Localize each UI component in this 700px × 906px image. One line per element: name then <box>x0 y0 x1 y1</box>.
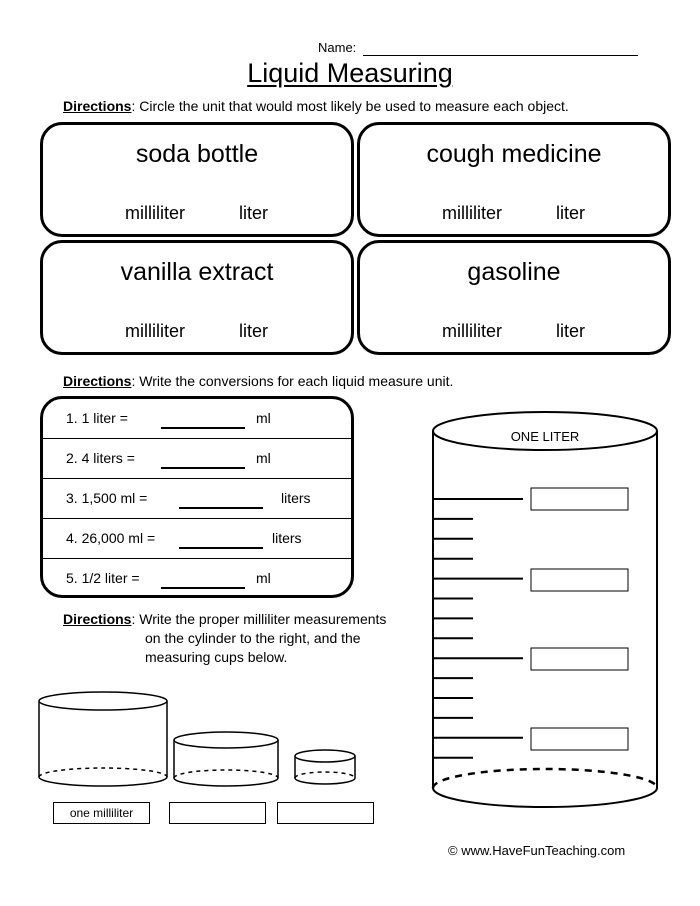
answer-blank[interactable] <box>161 427 245 429</box>
directions-1-label: Directions <box>63 98 132 114</box>
directions-2-label: Directions <box>63 373 132 389</box>
object-card-gasoline <box>357 240 671 355</box>
unit-option-liter[interactable]: liter <box>239 203 269 223</box>
cylinder-answer-box-4[interactable] <box>531 728 628 750</box>
conversion-row <box>43 519 351 559</box>
cylinder-answer-box-3[interactable] <box>531 648 628 670</box>
unit-option-liter[interactable]: liter <box>556 321 586 341</box>
conversion-unit: ml <box>256 410 271 426</box>
unit-option-milliliter[interactable]: milliliter <box>125 321 185 341</box>
directions-3 <box>63 611 386 627</box>
directions-3-text-1: : Write the proper milliliter measurements <box>131 611 387 627</box>
directions-3-label: Directions <box>63 611 132 627</box>
conversion-row <box>43 439 351 479</box>
directions-1 <box>63 98 569 114</box>
conversion-unit: ml <box>256 450 271 466</box>
cylinder-ticks <box>433 499 523 758</box>
cup-answer-box-2[interactable] <box>169 802 266 824</box>
unit-option-milliliter[interactable]: milliliter <box>442 203 502 223</box>
conversion-row <box>43 559 351 599</box>
large-cup-rim <box>39 692 167 710</box>
directions-3-text-2: on the cylinder to the right, and the <box>145 630 361 646</box>
conversions-box <box>40 396 354 598</box>
unit-option-liter[interactable]: liter <box>239 321 269 341</box>
conversion-row <box>43 479 351 519</box>
conversion-row <box>43 399 351 439</box>
conversion-prompt: 3. 1,500 ml = <box>66 490 148 506</box>
unit-option-milliliter[interactable]: milliliter <box>125 203 185 223</box>
object-card-soda-bottle <box>40 122 354 237</box>
directions-1-text: : Circle the unit that would most likely be used to measure each object. <box>131 98 569 114</box>
copyright: © www.HaveFunTeaching.com <box>448 843 626 858</box>
conversion-prompt: 5. 1/2 liter = <box>66 570 140 586</box>
cylinder-answer-box-2[interactable] <box>531 569 628 591</box>
cylinder-bottom-back <box>433 769 657 788</box>
answer-blank[interactable] <box>179 547 263 549</box>
cylinder-answer-box-1[interactable] <box>531 488 628 510</box>
unit-option-milliliter[interactable]: milliliter <box>442 321 502 341</box>
conversion-prompt: 2. 4 liters = <box>66 450 135 466</box>
object-card-vanilla-extract <box>40 240 354 355</box>
object-name: vanilla extract <box>120 258 274 286</box>
measuring-cups <box>36 690 376 790</box>
name-field[interactable] <box>363 55 638 56</box>
object-name: soda bottle <box>135 140 259 168</box>
graduated-cylinder <box>425 408 665 820</box>
conversion-prompt: 1. 1 liter = <box>66 410 128 426</box>
small-cup-rim <box>295 750 355 762</box>
directions-2 <box>63 373 453 389</box>
object-name: gasoline <box>467 258 561 286</box>
unit-option-liter[interactable]: liter <box>556 203 586 223</box>
medium-cup-rim <box>174 732 278 748</box>
conversion-prompt: 4. 26,000 ml = <box>66 530 156 546</box>
conversion-unit: liters <box>272 530 302 546</box>
cylinder-bottom-front <box>433 788 657 807</box>
cylinder-label: ONE LITER <box>510 429 580 444</box>
object-name: cough medicine <box>426 140 602 168</box>
cup-answer-box-3[interactable] <box>277 802 374 824</box>
page-title: Liquid Measuring <box>247 58 453 88</box>
answer-blank[interactable] <box>161 587 245 589</box>
answer-blank[interactable] <box>179 507 263 509</box>
object-card-cough-medicine <box>357 122 671 237</box>
conversion-unit: liters <box>281 490 311 506</box>
cup-label-box-1: one milliliter <box>53 802 150 824</box>
directions-3-text-3: measuring cups below. <box>145 649 288 665</box>
conversion-unit: ml <box>256 570 271 586</box>
name-label: Name: <box>318 40 357 55</box>
answer-blank[interactable] <box>161 467 245 469</box>
directions-2-text: : Write the conversions for each liquid measure unit. <box>131 373 454 389</box>
